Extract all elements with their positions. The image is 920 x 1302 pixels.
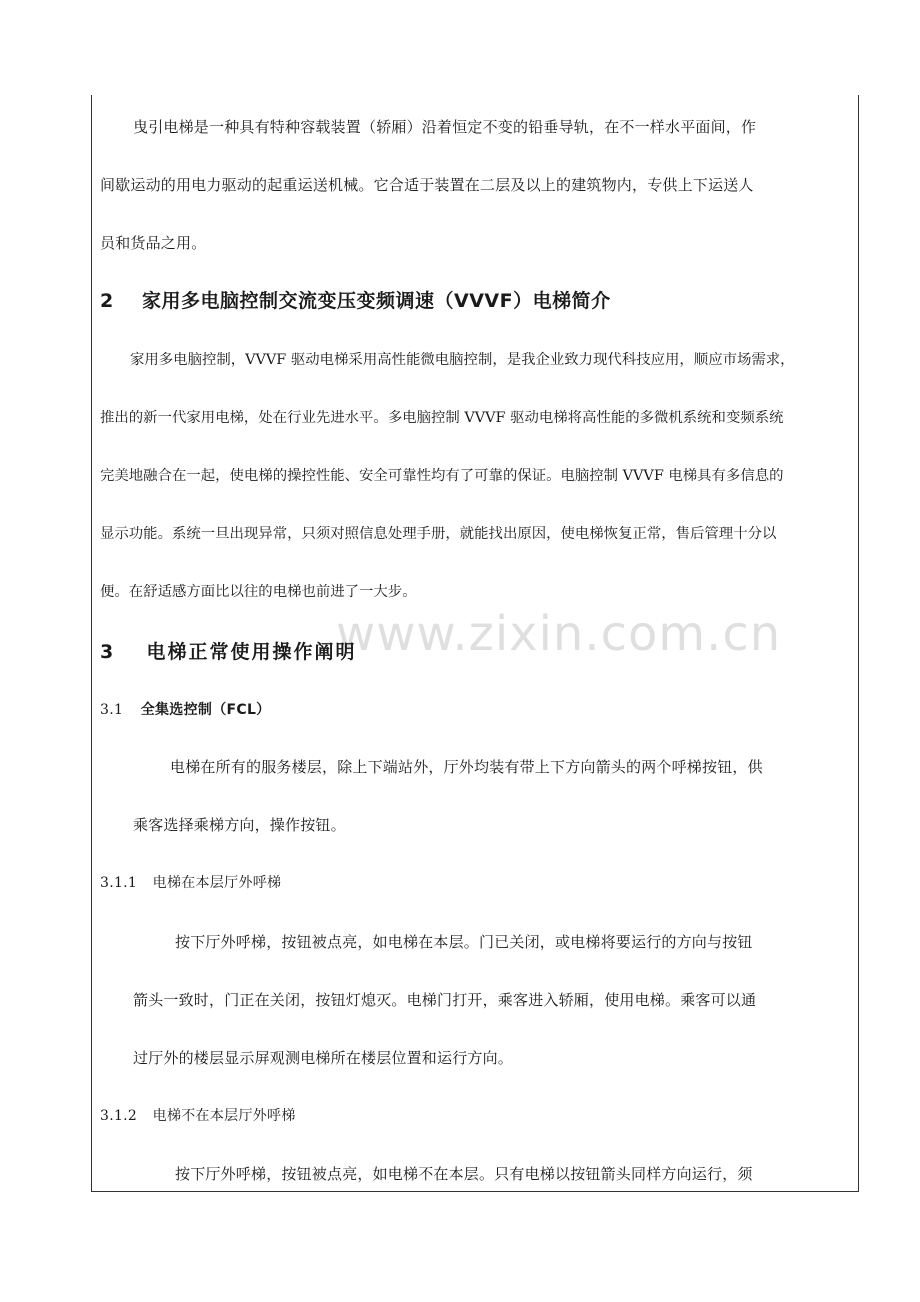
section-title: 电梯正常使用操作阐明: [146, 641, 357, 663]
paragraph-line: 曳引电梯是一种具有特种容载装置（轿厢）沿着恒定不变的铅垂导轨，在不一样水平面间，作: [133, 118, 757, 136]
section-title: 家用多电脑控制交流变压变频调速（VVVF）电梯简介: [141, 290, 611, 312]
paragraph-line: 箭头一致时，门正在关闭，按钮灯熄灭。电梯门打开，乘客进入轿厢，使用电梯。乘客可以通: [133, 991, 757, 1009]
section-heading: [100, 289, 611, 313]
subsection-number: 3.1: [100, 702, 124, 718]
subsection-number: 3.1.2: [100, 1108, 138, 1124]
paragraph-line: 员和货品之用。: [100, 234, 207, 252]
subsection-heading: [100, 700, 270, 720]
paragraph-line: 显示功能。系统一旦出现异常，只须对照信息处理手册，就能找出原因，使电梯恢复正常，售后管理十分以: [100, 526, 777, 542]
paragraph-line: 按下厅外呼梯，按钮被点亮，如电梯不在本层。只有电梯以按钮箭头同样方向运行，须: [175, 1165, 753, 1183]
paragraph-line: 电梯在所有的服务楼层，除上下端站外，厅外均装有带上下方向箭头的两个呼梯按钮，供: [170, 758, 763, 776]
paragraph-line: 家用多电脑控制，VVVF 驱动电梯采用高性能微电脑控制，是我企业致力现代科技应用，顺应市场需求，: [130, 352, 795, 368]
subsection-number: 3.1.1: [100, 875, 138, 891]
paragraph-line: 乘客选择乘梯方向，操作按钮。: [133, 816, 346, 834]
paragraph-line: 推出的新一代家用电梯，处在行业先进水平。多电脑控制 VVVF 驱动电梯将高性能的多微机系统和变频系统: [100, 410, 784, 426]
subsection-heading: [100, 1106, 296, 1126]
paragraph-line: 便。在舒适感方面比以往的电梯也前进了一大步。: [100, 584, 417, 600]
section-heading: [100, 640, 357, 664]
subsection-heading: [100, 873, 281, 893]
subsection-title: 电梯在本层厅外呼梯: [152, 875, 282, 891]
subsection-title: 全集选控制（FCL）: [140, 702, 271, 718]
watermark: www.zixin.com.cn: [336, 606, 782, 662]
paragraph-line: 完美地融合在一起，使电梯的操控性能、安全可靠性均有了可靠的保证。电脑控制 VVVF 电梯具有多信息的: [100, 468, 784, 484]
paragraph-line: 过厅外的楼层显示屏观测电梯所在楼层位置和运行方向。: [133, 1049, 514, 1067]
paragraph-line: 按下厅外呼梯，按钮被点亮，如电梯在本层。门已关闭，或电梯将要运行的方向与按钮: [175, 933, 753, 951]
paragraph-line: 间歇运动的用电力驱动的起重运送机械。它合适于装置在二层及以上的建筑物内，专供上下运送人: [100, 176, 754, 194]
subsection-title: 电梯不在本层厅外呼梯: [152, 1108, 296, 1124]
section-number: 2: [100, 290, 114, 312]
section-number: 3: [100, 641, 116, 663]
